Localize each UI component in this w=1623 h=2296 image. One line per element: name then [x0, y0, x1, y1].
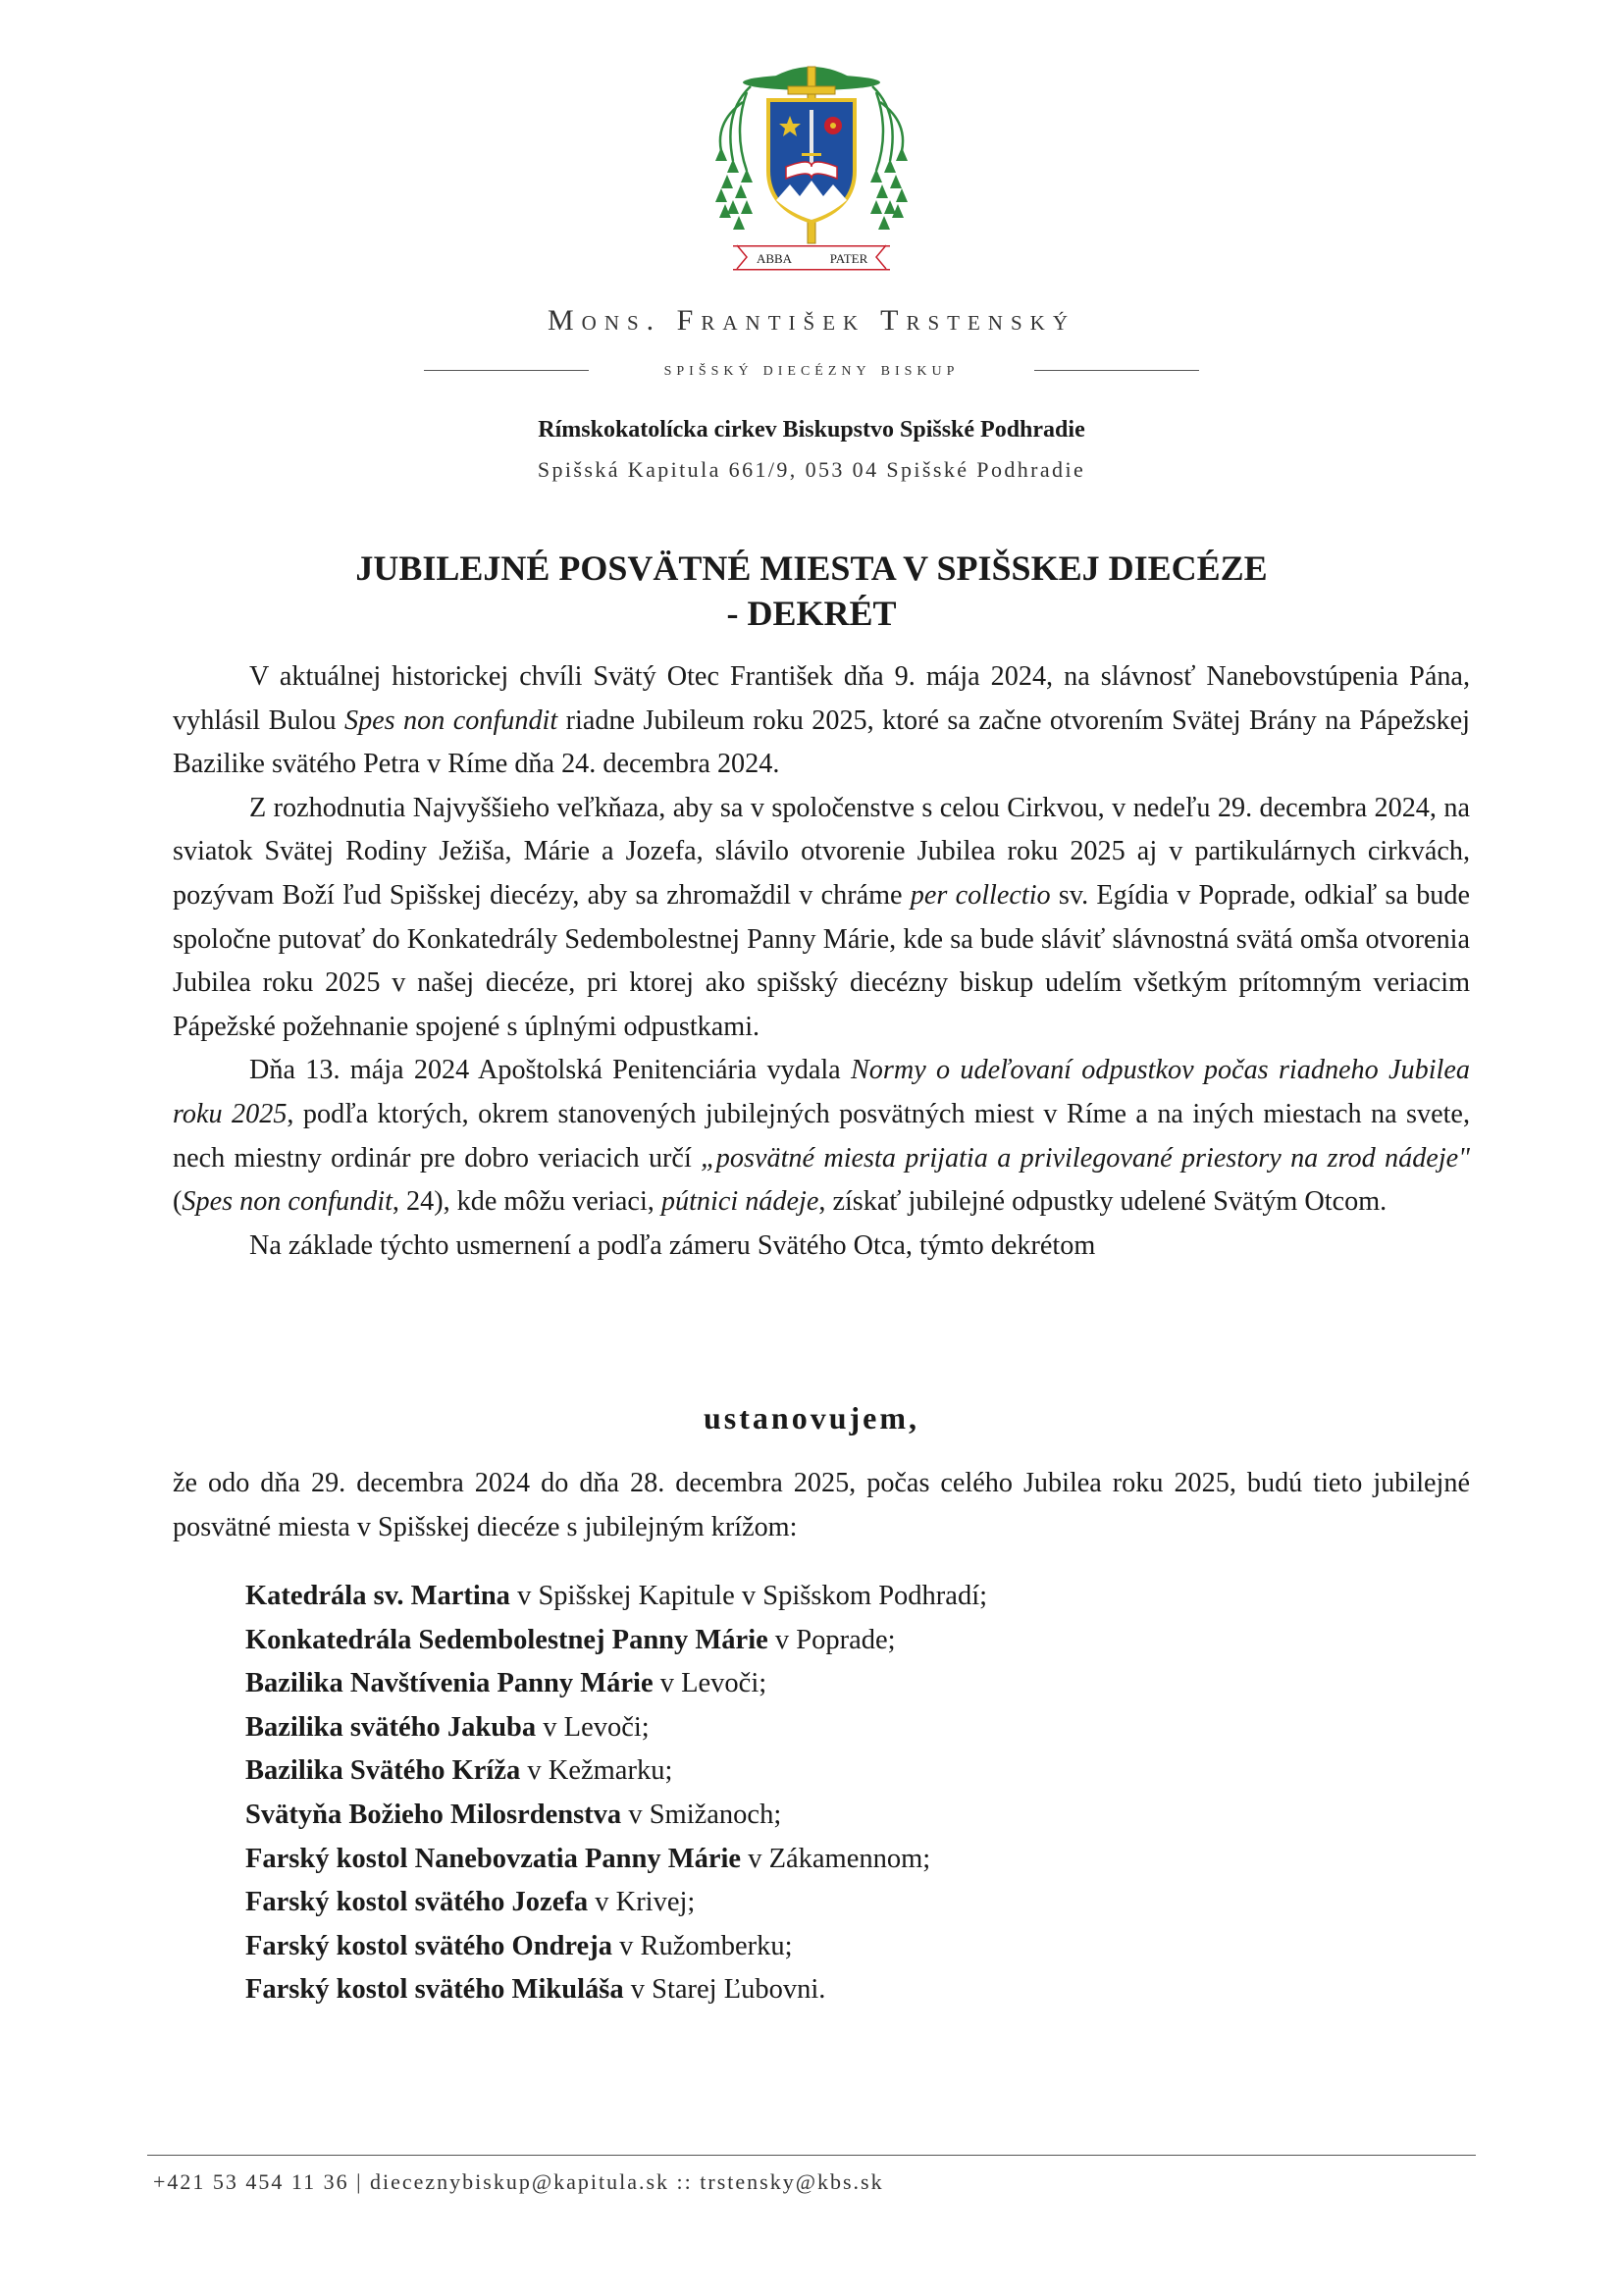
decree-body [173, 655, 1470, 1268]
motto-right: PATER [829, 251, 868, 266]
p2-c: sv. Egídia v Poprade, odkiaľ sa bude spoločne putovať do Konkatedrály Sedembolestnej Panny Márie, kde sa bude sláviť slávnostná svätá omša otvorenia Jubilea roku 2025 v našej diecéze, pri ktorej ako spišský diecézny biskup udelím všetkým prítomným veriacim Pápežské požehnanie spojené s úplnými odpustkami. [173, 879, 1471, 1042]
place-location: v Kežmarku; [520, 1755, 673, 1787]
coat-of-arms [704, 53, 919, 288]
list-item [245, 1749, 987, 1794]
bishop-role: spišský diecézny biskup [663, 358, 960, 380]
p3-b: Normy o udeľovaní odpustkov počas riadneho Jubilea roku 2025 [173, 1055, 1470, 1129]
after-declaration-text: že odo dňa 29. decembra 2024 do dňa 28. decembra 2025, počas celého Jubilea roku 2025, budú tieto jubilejné posvätné miesta v Spišskej diecéze s jubilejným krížom: [173, 1468, 1470, 1542]
p3-d: „posvätné miesta prijatia a privilegované priestory na zrod nádeje" [701, 1142, 1470, 1174]
p3-a: Dňa 13. mája 2024 Apoštolská Penitenciária vydala [249, 1055, 851, 1086]
p3-h: pútnici nádeje [660, 1186, 819, 1218]
place-location: v Ružomberku; [611, 1930, 793, 1961]
address: Spišská Kapitula 661/9, 053 04 Spišské Podhradie [537, 457, 1086, 482]
place-name: Farský kostol svätého Jozefa [245, 1887, 589, 1918]
paragraph-3 [173, 1049, 1470, 1224]
place-location: v Smižanoch; [621, 1799, 782, 1830]
after-declaration [173, 1462, 1470, 1549]
list-item [245, 1706, 987, 1750]
place-location: v Levoči; [536, 1711, 650, 1743]
place-name: Svätyňa Božieho Milosrdenstva [245, 1799, 622, 1830]
title-line-1: JUBILEJNÉ POSVÄTNÉ MIESTA V SPIŠSKEJ DIECÉZE [355, 548, 1268, 588]
title-line-2: - DEKRÉT [726, 594, 897, 633]
p3-e: ( [173, 1186, 183, 1218]
place-location: v Levoči; [653, 1668, 767, 1699]
list-item [245, 1838, 987, 1882]
list-item [245, 1662, 987, 1706]
place-name: Farský kostol Nanebovzatia Panny Márie [245, 1843, 742, 1874]
decree-title [0, 546, 1623, 636]
place-name: Bazilika svätého Jakuba [245, 1711, 537, 1743]
p3-f: Spes non confundit [182, 1186, 393, 1218]
bishop-name [0, 304, 1623, 338]
places-list [245, 1575, 987, 2012]
list-item [245, 1794, 987, 1838]
p3-g: , 24), kde môžu veriaci, [392, 1186, 661, 1218]
declaration: ustanovujem, [703, 1400, 919, 1435]
organization: Rímskokatolícka cirkev Biskupstvo Spišské Podhradie [538, 417, 1085, 443]
p1-a: V aktuálnej historickej chvíli Svätý Otec František dňa 9. mája 2024, na slávnosť Nanebovstúpenia Pána, vyhlásil Bulou [173, 661, 1470, 736]
place-location: v Poprade; [767, 1624, 896, 1655]
paragraph-1 [173, 655, 1470, 787]
list-item [245, 1881, 987, 1925]
footer-divider [147, 2155, 1476, 2156]
bishop-name-text: Mons. František Trstenský [547, 304, 1075, 337]
p2-a: Z rozhodnutia Najvyššieho veľkňaza, aby sa v spoločenstve s celou Cirkvou, v nedeľu 29. decembra 2024, na sviatok Svätej Rodiny Ježiša, Márie a Jozefa, slávilo otvorenie Jubilea roku 2025 aj v partikulárnych cirkvách, pozývam Boží ľud Spišskej diecézy, aby sa zhromaždil v chráme [173, 792, 1470, 911]
role-row [0, 355, 1623, 385]
place-location: v Starej Ľubovni. [623, 1974, 826, 2006]
paragraph-4: Na základe týchto usmernení a podľa zámeru Svätého Otca, týmto dekrétom [249, 1229, 1096, 1261]
p1-c: riadne Jubileum roku 2025, ktoré sa začne otvorením Svätej Brány na Pápežskej Bazilike svätého Petra v Ríme dňa 24. decembra 2024. [173, 704, 1470, 780]
place-name: Konkatedrála Sedembolestnej Panny Márie [245, 1624, 768, 1655]
divider-right [1034, 370, 1199, 371]
list-item [245, 1968, 987, 2012]
place-name: Farský kostol svätého Mikuláša [245, 1974, 624, 2006]
list-item [245, 1619, 987, 1663]
paragraph-2 [173, 787, 1470, 1050]
footer-contact: +421 53 454 11 36 | dieceznybiskup@kapitula.sk :: trstensky@kbs.sk [153, 2169, 884, 2194]
place-name: Bazilika Svätého Kríža [245, 1755, 521, 1787]
place-location: v Krivej; [588, 1887, 696, 1918]
p3-c: , podľa ktorých, okrem stanovených jubilejných posvätných miest v Ríme a na iných miestach na svete, nech miestny ordinár pre dobro veriacich určí [173, 1098, 1470, 1174]
place-location: v Spišskej Kapitule v Spišskom Podhradí; [509, 1581, 988, 1611]
p2-b: per collectio [910, 879, 1051, 911]
motto-left: ABBA [756, 251, 793, 266]
place-name: Bazilika Navštívenia Panny Márie [245, 1668, 654, 1699]
list-item [245, 1575, 987, 1619]
place-location: v Zákamennom; [741, 1843, 931, 1874]
p3-i: , získať jubilejné odpustky udelené Svätým Otcom. [818, 1186, 1387, 1218]
p1-b: Spes non confundit [343, 704, 558, 736]
place-name: Katedrála sv. Martina [245, 1581, 510, 1611]
place-name: Farský kostol svätého Ondreja [245, 1930, 612, 1961]
list-item [245, 1925, 987, 1969]
